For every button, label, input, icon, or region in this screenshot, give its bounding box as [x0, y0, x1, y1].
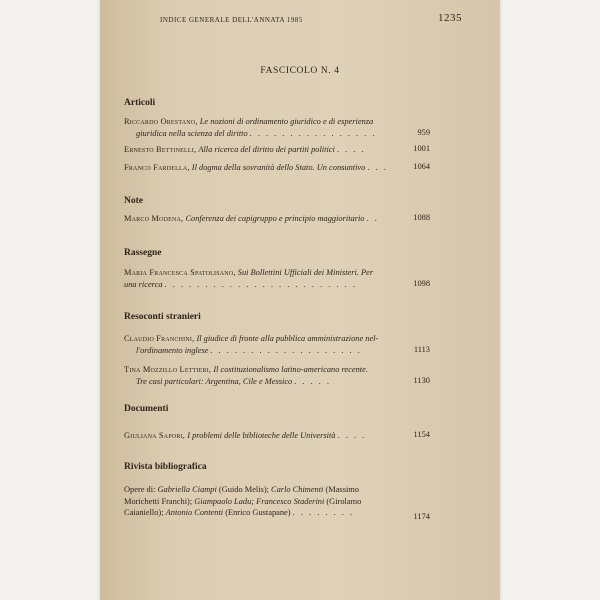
entry-author: Giuliana Sapori, [124, 431, 186, 440]
entry-author: Claudio Franchini, [124, 334, 195, 343]
toc-entry [124, 213, 440, 225]
toc-entry [124, 333, 440, 356]
leader-dots: . . . [367, 163, 388, 172]
entry-title-continued: giuridica nella scienza del diritto [136, 128, 248, 138]
toc-entry [124, 364, 440, 387]
entry-page: 1174 [413, 512, 430, 521]
entry-page: 1113 [413, 345, 430, 354]
bib-text: Opere di: [124, 485, 156, 494]
entry-author: Maria Francesca Spatolisano, [124, 268, 236, 277]
entry-title: I problemi delle biblioteche delle Università [187, 431, 336, 440]
section-title-note: Note [124, 196, 143, 206]
entry-title: Il dogma della sovranità dello Stato. Un consuntivo [191, 163, 366, 172]
bib-reviewer: (Enrico Gustapane) [225, 508, 291, 517]
bib-reviewer: (Girolamo [326, 496, 362, 506]
entry-author: Marco Modena, [124, 214, 184, 223]
entry-title: Sui Bollettini Ufficiali dei Ministeri. Per [237, 268, 374, 277]
entry-page: 1064 [413, 162, 430, 171]
entry-page: 1130 [413, 376, 430, 385]
entry-title-continued: Tre casi particolari: Argentina, Cile e Messico [136, 376, 293, 386]
toc-entry [124, 116, 440, 139]
entry-title: Le nozioni di ordinamento giuridico e di esperienza [199, 117, 374, 126]
entry-title: Il giudice di fronte alla pubblica amministrazione nel- [196, 334, 379, 343]
bibliography-line [124, 484, 424, 496]
entry-author: Franco Fardella, [124, 163, 190, 172]
bib-author: Carlo Chimenti [271, 485, 324, 494]
bibliography-entry [124, 484, 424, 519]
section-title-rassegne: Rassegne [124, 248, 162, 258]
entry-title: Il costituzionalismo latino-americano recente. [213, 365, 368, 374]
bib-reviewer: Morichetti Franchi); [124, 496, 193, 506]
leader-dots: . . . . . . . . . . . . . . . . . . . . . . . . [164, 279, 358, 289]
leader-dots: . . . . [336, 145, 366, 154]
leader-dots: . . . . . . . . . . . . . . . . . . . [210, 345, 362, 355]
entry-title-continued: l'ordinamento inglese [136, 345, 209, 355]
issue-heading: FASCICOLO N. 4 [260, 66, 340, 76]
entry-page: 1154 [413, 430, 430, 439]
bibliography-line [124, 507, 424, 519]
leader-dots: . . [366, 214, 379, 223]
section-title-resoconti: Resoconti stranieri [124, 312, 201, 322]
toc-entry [124, 162, 440, 174]
entry-page: 959 [417, 128, 430, 137]
entry-author: Tina Mozzillo Lettieri, [124, 365, 212, 374]
section-title-articoli: Articoli [124, 98, 156, 108]
bib-reviewer: Caianiello); [124, 508, 164, 517]
toc-entry [124, 430, 440, 442]
book-page [100, 0, 500, 600]
section-title-documenti: Documenti [124, 404, 169, 414]
leader-dots: . . . . [337, 431, 367, 440]
section-title-rivista: Rivista bibliografica [124, 462, 207, 472]
toc-entry [124, 267, 440, 290]
toc-entry [124, 144, 440, 156]
entry-title: Conferenza dei capigruppo e principio maggioritario [185, 214, 365, 223]
bib-author: Giampaolo Ladu; Francesco Staderini [194, 496, 325, 506]
entry-title: Alla ricerca del diritto dei partiti politici [198, 145, 335, 154]
running-title: INDICE GENERALE DELL'ANNATA 1985 [160, 16, 303, 24]
page-number: 1235 [438, 12, 462, 24]
bib-reviewer: (Guido Melis); [218, 485, 269, 494]
entry-author: Riccardo Orestano, [124, 117, 198, 126]
entry-page: 1098 [413, 279, 430, 288]
entry-author: Ernesto Bettinelli, [124, 145, 197, 154]
leader-dots: . . . . . [294, 376, 332, 386]
bib-reviewer: (Massimo [325, 485, 359, 494]
leader-dots: . . . . . . . . [292, 508, 355, 517]
leader-dots: . . . . . . . . . . . . . . . . [249, 128, 377, 138]
running-head [160, 12, 480, 24]
entry-page: 1088 [413, 213, 430, 222]
entry-title-continued: una ricerca [124, 279, 163, 289]
bib-author: Gabriella Ciampi [157, 485, 217, 494]
bib-author: Antonio Contenti [165, 508, 224, 517]
entry-page: 1001 [413, 144, 430, 153]
bibliography-line [124, 496, 424, 508]
